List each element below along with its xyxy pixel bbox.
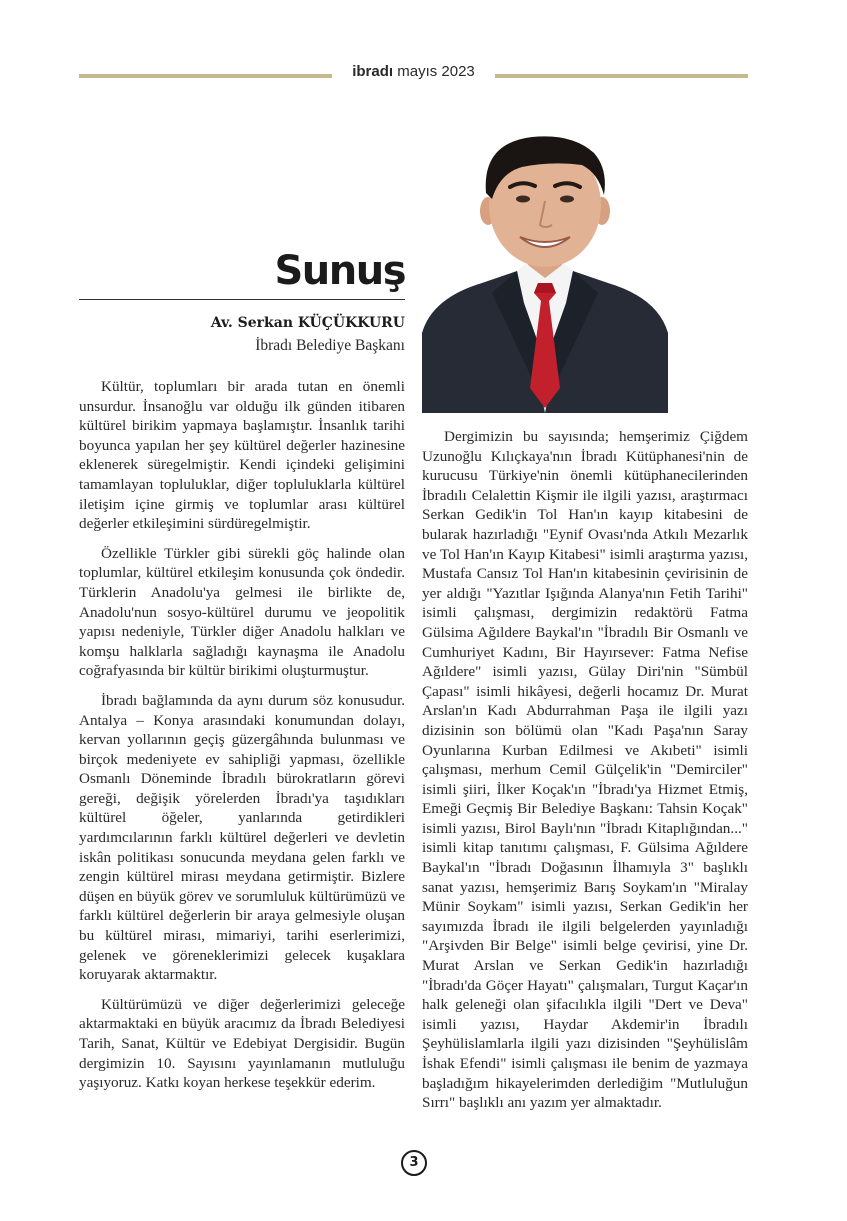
paragraph: Kültür, toplumları bir arada tutan en önemli unsurdur. İnsanoğlu var olduğu ilk günden itibaren kültürel birikim yapmaya başlamıştır. İnsanlık tarihi boyunca yapılan her şey kültürel değerler hazinesine eklenerek süregelmiştir. Kendi içindeki gelişimini tamamlayan topluluklar, diğer topluluklarla kültürel iletişim içine girmiş ve toplumlar arası kültürel değerler etkileşimini sürdüregelmiştir. bbox=[79, 378, 405, 533]
paragraph: Dergimizin bu sayısında; hemşerimiz Çiğdem Uzunoğlu Kılıçkaya'nın İbradı Kütüphanesi'nin de kurucusu Türkiye'nin önemli kütüphanecilerinden İbradılı Celalettin Kişmir ile ilgili yazısı, araştırmacı Serkan Gedik'in Tol Han'ın kayıp kitabesini de bularak hazırladığı "Eynif Ovası'nda Atkılı Mezarlık ve Tol Han'ın Kayıp Kitabesi" isimli araştırma yazısı, Mustafa Cansız Tol Han'ın kitabesinin çevirisinin de yer aldığı "Yazıtlar Işığında Alanya'nın Fetih Tarihi" isimli çalışması, dergimizin redaktörü Fatma Gülsima Ağıldere Baykal'ın "İbradılı Bir Osmanlı ve Cumhuriyet Kadını, Bir Hayırsever: Fatma Nefise Ağıldere" isimli yazısı, Gülay Diri'nin "Sümbül Çapası" isimli hikâyesi, değerli hocamız Dr. Murat Arslan'ın Kadı Abdurrahman Paşa ile ilgili yazı dizisinin son bölümü olan "Kadı Paşa'nın Saray Oyunlarına Kurban Edilmesi ve Akıbeti" isimli çalışması, merhum Cemil Gülçelik'in "Demirciler" isimli şiiri, İlker Koçak'ın "İbradı'ya Hizmet Etmiş, Emeği Geçmiş Bir Belediye Başkanı: Tahsin Koçak" isimli yazısı, Birol Baylı'nın "İbradı Kitaplığından..." isimli kitap tanıtımı çalışması, F. Gülsima Ağıldere Baykal'ın "İbradı Doğasının İlhamıyla 3" başlıklı sanat yazısı, hemşerimiz Barış Soykam'ın "Miralay Münir Soykam" isimli yazısı, Serkan Gedik'in her sayımızda İbradı ile ilgili belgelerden yayınladığı "Arşivden Bir Belge" isimli belge çevirisi, yine Dr. Murat Arslan ve Serkan Gedik'in hazırladığı "İbradı'da Göçer Hayatı" çalışmaları, Turgut Kaçar'ın halk geleneği olan şifacılıkla ilgili "Dert ve Deva" isimli yazısı, Haydar Akdemir'in İbradılı Şeyhülislamlarla ilgili yazı dizisinden "Şeyhülislâm İshak Efendi" isimli çalışması ile benim de yazmaya başladığım hikayelerimden derlediğim "Mutluluğun Sırrı" başlıklı anı yazım yer almaktadır. bbox=[422, 428, 748, 1112]
header-rule-left bbox=[79, 74, 332, 78]
author-portrait bbox=[422, 133, 668, 413]
header-rule-right bbox=[495, 74, 748, 78]
issue-date: mayıs 2023 bbox=[397, 63, 475, 80]
magazine-name: ibradı bbox=[352, 63, 394, 80]
page-number: 3 bbox=[401, 1150, 427, 1176]
title-divider bbox=[79, 299, 405, 300]
article-title: Sunuş bbox=[274, 248, 405, 294]
running-header bbox=[332, 63, 495, 80]
author-name: Av. Serkan KÜÇÜKKURU bbox=[210, 315, 405, 331]
author-role: İbradı Belediye Başkanı bbox=[255, 337, 405, 354]
paragraph: Kültürümüzü ve diğer değerlerimizi geleceğe aktarmaktaki en büyük aracımız da İbradı Belediyesi Tarih, Sanat, Kültür ve Edebiyat Dergisidir. Bugün dergimizin 10. Sayısını yayınlamanın mutluluğu yaşıyoruz. Katkı koyan herkese teşekkür ederim. bbox=[79, 995, 405, 1092]
article-column-left bbox=[79, 377, 405, 1103]
article-column-right bbox=[422, 427, 748, 1123]
paragraph: Özellikle Türkler gibi sürekli göç halinde olan toplumlar, kültürel etkileşim konusunda çok öndedir. Türklerin Anadolu'ya gelmesi ile birlikte de, Anadolu'nun sosyo-kültürel durumu ve jeopolitik yapısı nedeniyle, Türkler diğer Anadolu halkları ve komşu halklarla sağladığı kaynaşma ile Anadolu coğrafyasında bir kültür birikimi oluşturmuştur. bbox=[79, 544, 405, 680]
paragraph: İbradı bağlamında da aynı durum söz konusudur. Antalya – Konya arasındaki konumundan dolayı, kervan yollarının geçiş güzergâhında bulunması ve birçok medeniyete ev sahipliği yapması, özellikle Osmanlı Döneminde İbradılı bürokratların görevi gereği, değişik yörelerden İbradı'ya taşıdıkları kültürel öğeler, yanlarında getirdikleri yardımcılarının farklı kültürel değerleri ve devletin iskân politikası sonucunda meydana gelen farklı ve zengin kültürel mirası meydana getirmiştir. Bizlere düşen en büyük görev ve sorumluluk kültürümüzü ve farklı kültürel değerlerin bir araya gelmesiyle oluşan bu kültürel mirası, mimariyi, tarihi eserlerimizi, gelenek ve göreneklerimizi gelecek kuşaklara koruyarak aktarmaktır. bbox=[79, 691, 405, 984]
